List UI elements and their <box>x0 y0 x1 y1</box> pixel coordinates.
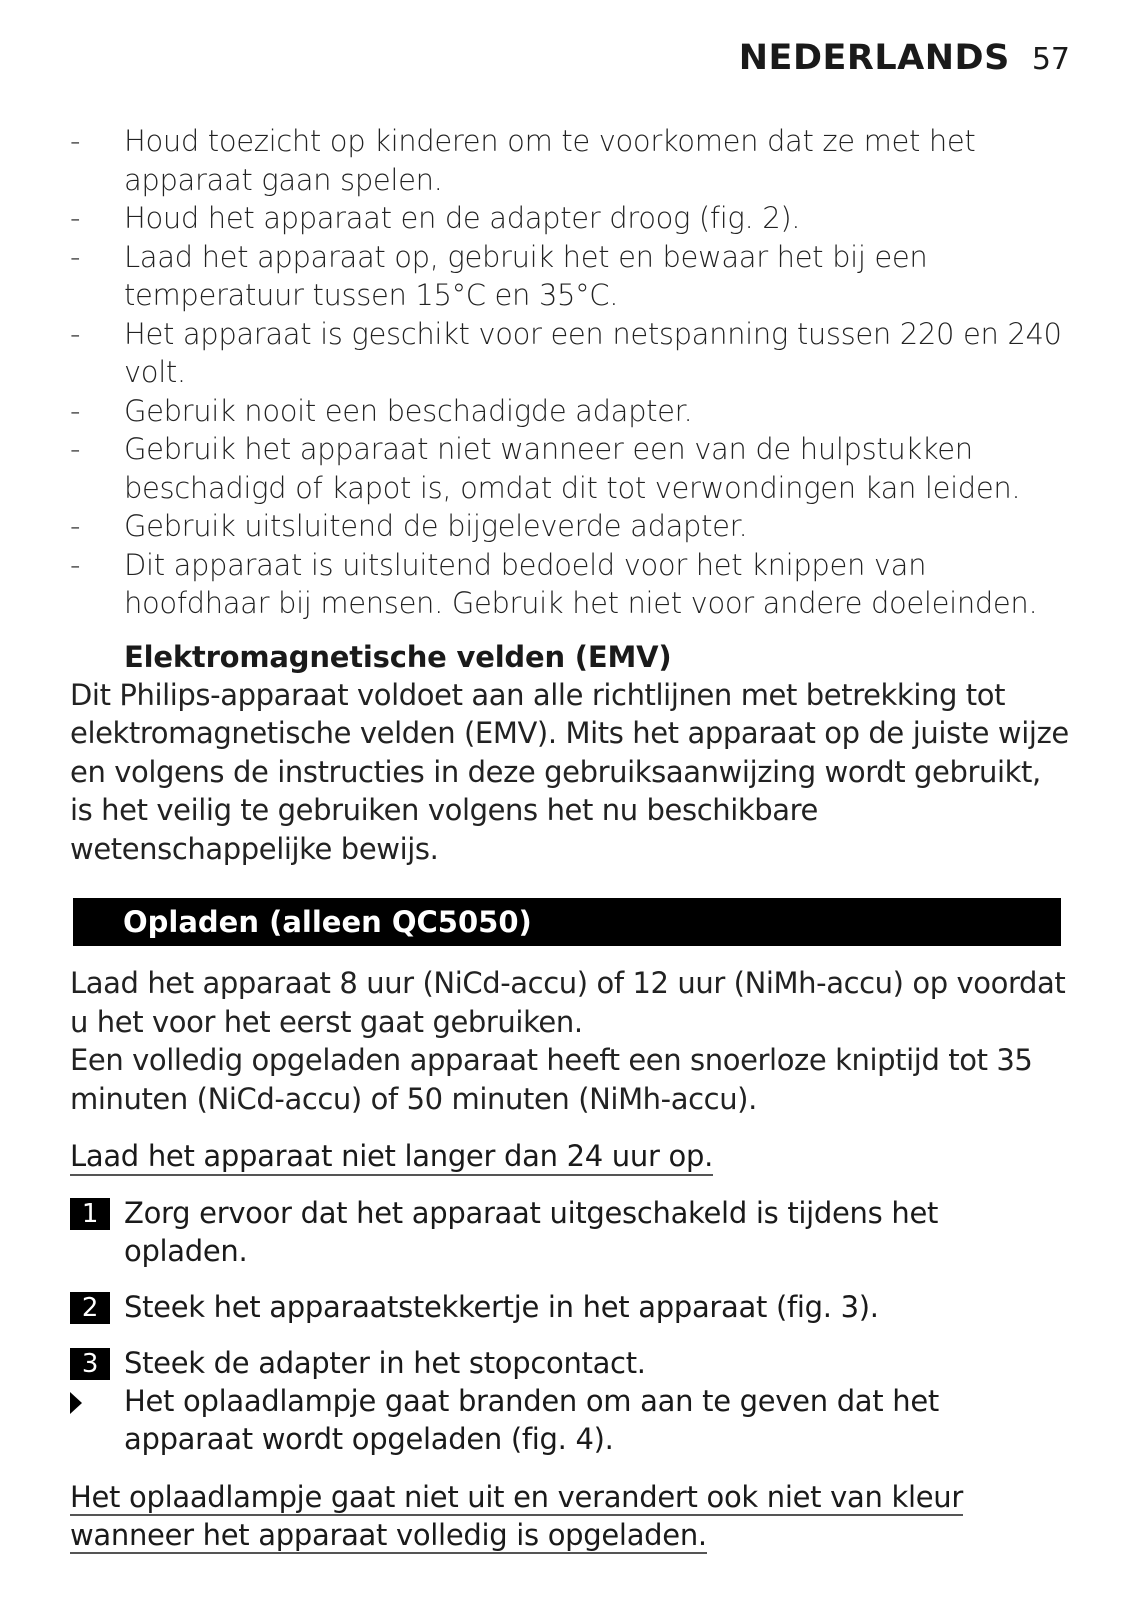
step-number-badge: 3 <box>70 1348 110 1380</box>
page-header <box>739 38 1070 78</box>
charging-intro-paragraph: Laad het apparaat 8 uur (NiCd-accu) of 12 uur (NiMh-accu) op voordat u het voor het eerst gaat gebruiken. <box>70 966 1066 1039</box>
step-result <box>70 1382 1070 1458</box>
step-1 <box>70 1194 1070 1270</box>
charging-light-warning <box>70 1480 1070 1556</box>
language-title: NEDERLANDS <box>738 38 1010 78</box>
warning-line: wanneer het apparaat volledig is opgeladen. <box>70 1518 707 1552</box>
page-content <box>70 122 1070 1556</box>
list-item: - Gebruik het apparaat niet wanneer een van de hulpstukken beschadigd of kapot is, omdat dit tot verwondingen kan leiden. <box>70 432 1021 505</box>
list-item: - Gebruik nooit een beschadigde adapter. <box>70 393 693 428</box>
list-item: - Houd het apparaat en de adapter droog (fig. 2). <box>70 201 801 235</box>
list-item: - Het apparaat is geschikt voor een netspanning tussen 220 en 240 volt. <box>70 316 1062 389</box>
result-arrow-icon <box>70 1392 82 1414</box>
step-number-badge: 1 <box>70 1198 110 1230</box>
warning-line: Het oplaadlampje gaat niet uit en verandert ook niet van kleur <box>70 1480 964 1514</box>
step-result-text: Het oplaadlampje gaat branden om aan te geven dat het apparaat wordt opgeladen (fig. 4). <box>124 1384 939 1456</box>
list-item: - Dit apparaat is uitsluitend bedoeld voor het knippen van hoofdhaar bij mensen. Gebruik het niet voor andere doeleinden. <box>70 547 1038 620</box>
list-item: - Houd toezicht op kinderen om te voorkomen dat ze met het apparaat gaan spelen. <box>70 124 976 197</box>
step-3 <box>70 1344 1070 1382</box>
step-text: Steek het apparaatstekkertje in het apparaat (fig. 3). <box>124 1290 879 1324</box>
section-heading-charging <box>73 898 1061 946</box>
emv-paragraph: Dit Philips-apparaat voldoet aan alle richtlijnen met betrekking tot elektromagnetische velden (EMV). Mits het apparaat op de juiste wijze en volgens de instructies in deze gebruiksaanwijzing wordt gebruikt, is het veilig te gebruiken volgens het nu beschikbare wetenschappelijke bewijs. <box>70 677 1069 866</box>
step-text: Zorg ervoor dat het apparaat uitgeschakeld is tijdens het opladen. <box>124 1196 939 1268</box>
step-2 <box>70 1288 1070 1326</box>
charging-warning: Laad het apparaat niet langer dan 24 uur op. <box>70 1138 713 1176</box>
emv-heading: Elektromagnetische velden (EMV) <box>124 639 672 674</box>
safety-bullet-list <box>70 122 1070 623</box>
page-number: 57 <box>1031 42 1070 77</box>
section-heading-label: Opladen (alleen QC5050) <box>123 905 532 939</box>
list-item: - Gebruik uitsluitend de bijgeleverde adapter. <box>70 509 748 543</box>
step-number-badge: 2 <box>70 1292 110 1324</box>
step-text: Steek de adapter in het stopcontact. <box>124 1346 646 1380</box>
charging-runtime-paragraph: Een volledig opgeladen apparaat heeft een snoerloze kniptijd tot 35 minuten (NiCd-accu) of 50 minuten (NiMh-accu). <box>70 1043 1033 1116</box>
list-item: - Laad het apparaat op, gebruik het en bewaar het bij een temperatuur tussen 15°C en 35°C. <box>70 239 928 312</box>
